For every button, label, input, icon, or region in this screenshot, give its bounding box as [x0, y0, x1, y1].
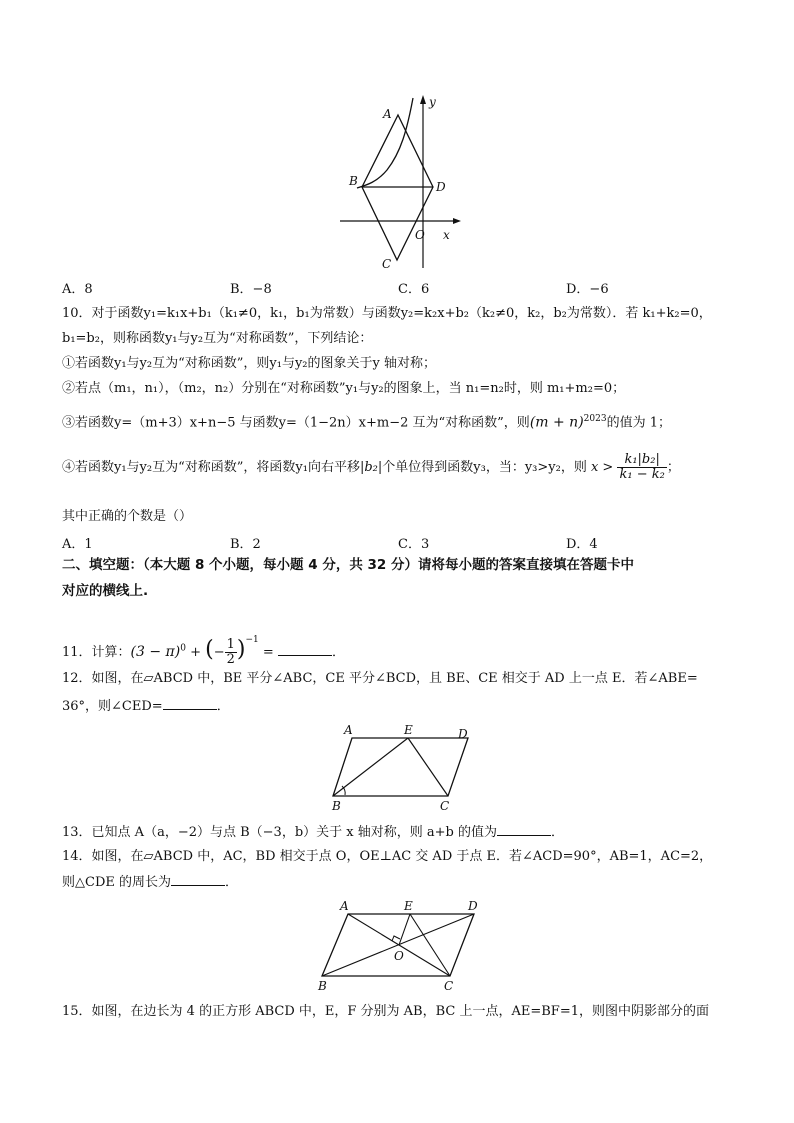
q14-figure [318, 899, 498, 996]
q10-c4-mid: 个单位得到函数y₃，当：y₃>y₂，则 [382, 460, 587, 475]
q10-option-c: C．3 [398, 537, 430, 552]
q11-line: 11．计算：$(3 - \pi)^0$ + (− $\frac{1}{2}$ )$^{-1}$ = ． [62, 635, 345, 667]
q10-option-a: A．1 [62, 537, 93, 552]
q12-figure [330, 724, 490, 814]
q11-end: ． [331, 645, 345, 660]
q10-stem-line2: b₁=b₂，则称函数y₁与y₂互为“对称函数”，下列结论： [62, 331, 373, 346]
q10-option-d: D．4 [566, 537, 598, 552]
q12-answer-blank[interactable] [163, 697, 217, 710]
q11-plus: + [185, 645, 206, 660]
q11-neg: − [213, 645, 225, 660]
q12-label-c: C [440, 799, 450, 813]
q9-option-c: C．6 [398, 282, 430, 297]
q9-label-b: B [349, 174, 358, 188]
q14-line2 [62, 873, 238, 892]
q10-c4-abs: |b₂| [359, 460, 383, 475]
q14-line1: 14．如图，在▱ABCD 中，AC，BD 相交于点 O，OE⊥AC 交 AD 于点 E．若∠ACD=90°，AB=1，AC=2， [62, 849, 713, 864]
q10-question: 其中正确的个数是（） [62, 509, 193, 524]
q15-line1: 15．如图，在边长为 4 的正方形 ABCD 中，E，F 分别为 AB，BC 上一点，AE=BF=1，则图中阴影部分的面 [62, 1004, 709, 1019]
q13-text: 13．已知点 A（a，−2）与点 B（−3，b）关于 x 轴对称，则 a+b 的值为 [62, 825, 497, 840]
q11-math1: (3 − π) [130, 644, 181, 660]
q10-c4-end: ； [666, 460, 680, 475]
q9-option-a: A．8 [62, 282, 93, 297]
q10-conclusion-2: ②若点（m₁，n₁），（m₂，n₂）分别在“对称函数”y₁与y₂的图象上，当 n₁=n₂时，则 m₁+m₂=0； [62, 381, 626, 396]
q10-conclusion-3 [62, 410, 671, 432]
q10-c3-post: 的值为 1； [606, 415, 671, 431]
q12-line2 [62, 697, 230, 716]
section2-heading-line1: 二、填空题：（本大题 8 个小题，每小题 4 分，共 32 分）请将每小题的答案直接填在答题卡中 [62, 557, 635, 573]
section2-heading-line2: 对应的横线上. [62, 583, 149, 599]
q14-label-e: E [404, 899, 413, 913]
q12-label-d: D [458, 727, 468, 741]
q11-pre: 11．计算： [62, 645, 131, 660]
q9-label-y: y [429, 95, 436, 109]
q14-label-c: C [444, 979, 454, 993]
q9-figure [335, 90, 475, 270]
q10-c4-pre: ④若函数y₁与y₂互为“对称函数”，将函数y₁向右平移 [62, 460, 360, 475]
q11-eq: = [258, 645, 278, 660]
q10-c3-math: (m + n) [529, 414, 584, 431]
q11-denominator: 2 [226, 652, 235, 667]
q10-c4-x: x > [590, 460, 614, 475]
q10-c3-exp: 2023 [583, 414, 607, 424]
q10-c4-denominator: k₁ − k₂ [619, 467, 665, 482]
q14-line2-text: 则△CDE 的周长为 [62, 875, 171, 890]
q11-exp2: −1 [245, 635, 259, 645]
q11-numerator: 1 [226, 637, 235, 652]
q13-line [62, 823, 564, 842]
q12-label-a: A [344, 723, 353, 737]
q10-c4-numerator: k₁|b₂| [617, 453, 666, 468]
q14-label-o: O [394, 949, 404, 963]
q14-label-d: D [468, 899, 478, 913]
q14-answer-blank[interactable] [171, 873, 225, 886]
q13-answer-blank[interactable] [497, 823, 551, 836]
q14-label-b: B [318, 979, 327, 993]
q11-fraction [225, 638, 237, 667]
q9-label-a: A [383, 107, 392, 121]
q14-end: ． [225, 875, 239, 890]
q9-label-d: D [436, 180, 446, 194]
q9-label-c: C [382, 257, 392, 271]
q10-option-b: B．2 [230, 537, 261, 552]
q14-label-a: A [340, 899, 349, 913]
q13-end: ． [550, 825, 564, 840]
q9-label-x: x [443, 228, 450, 242]
q10-stem-line1: 10．对于函数y₁=k₁x+b₁（k₁≠0，k₁，b₁为常数）与函数y₂=k₂x+b₂（k₂≠0，k₂，b₂为常数）．若 k₁+k₂=0， [62, 306, 712, 321]
q10-conclusion-1: ①若函数y₁与y₂互为“对称函数”，则y₁与y₂的图象关于y 轴对称； [62, 356, 436, 371]
q9-option-b: B．−8 [230, 282, 272, 297]
q12-label-e: E [404, 723, 413, 737]
q9-option-d: D．−6 [566, 282, 609, 297]
q12-end: ． [216, 699, 230, 714]
q10-c3-pre: ③若函数y=（m+3）x+n−5 与函数y=（1−2n）x+m−2 互为“对称函数”，则 [62, 415, 530, 431]
q9-label-o: O [415, 228, 425, 242]
q10-c4-fraction [617, 453, 666, 482]
q12-line1: 12．如图，在▱ABCD 中，BE 平分∠ABC，CE 平分∠BCD，且 BE、CE 相交于 AD 上一点 E．若∠ABE= [62, 671, 698, 686]
q12-line2-text: 36°，则∠CED= [62, 699, 163, 714]
q10-conclusion-4 [62, 450, 680, 486]
q12-label-b: B [332, 799, 341, 813]
q11-answer-blank[interactable] [278, 643, 332, 656]
q11-exp1: 0 [180, 643, 186, 654]
